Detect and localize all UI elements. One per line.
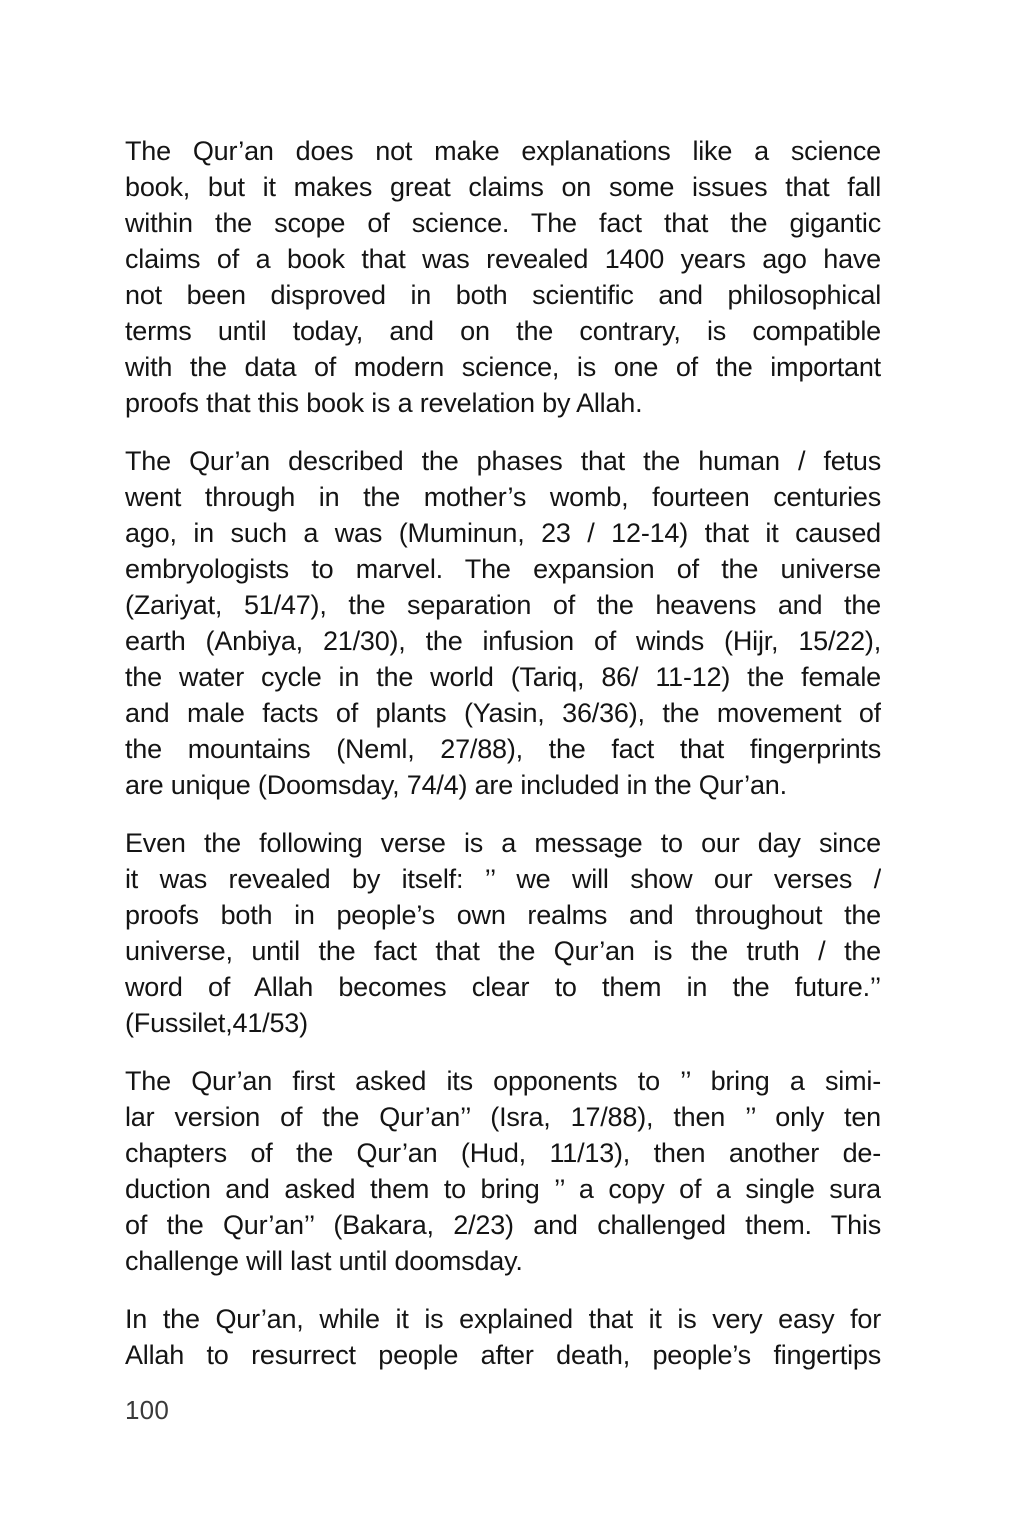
text-line: not been disproved in both scientific and philosophical [125,280,881,310]
page-number: 100 [125,1395,169,1425]
text-line: word of Allah becomes clear to them in the future.’’ [125,972,881,1002]
text-line: and male facts of plants (Yasin, 36/36), the movement of [125,698,881,728]
text-line: within the scope of science. The fact that the gigantic [125,208,881,238]
text-line: of the Qur’an’’ (Bakara, 2/23) and challenged them. This [125,1210,881,1240]
text-line: In the Qur’an, while it is explained that it is very easy for [125,1304,881,1334]
paragraph [125,1301,881,1373]
text-line: proofs both in people’s own realms and throughout the [125,900,881,930]
text-line: the mountains (Neml, 27/88), the fact that fingerprints [125,734,881,764]
paragraph [125,443,881,803]
text-line: (Zariyat, 51/47), the separation of the heavens and the [125,590,881,620]
text-line: with the data of modern science, is one of the important [125,352,881,382]
text-line: embryologists to marvel. The expansion of the universe [125,554,881,584]
text-line: (Fussilet,41/53) [125,1008,308,1038]
text-line: are unique (Doomsday, 74/4) are included in the Qur’an. [125,770,787,800]
text-line: The Qur’an first asked its opponents to ’’ bring a simi- [125,1066,881,1096]
text-line: the water cycle in the world (Tariq, 86/ 11-12) the female [125,662,881,692]
text-line: Even the following verse is a message to our day since [125,828,881,858]
text-line: duction and asked them to bring ’’ a copy of a single sura [125,1174,881,1204]
text-line: book, but it makes great claims on some issues that fall [125,172,881,202]
paragraph [125,1063,881,1279]
text-line: went through in the mother’s womb, fourteen centuries [125,482,881,512]
text-line: proofs that this book is a revelation by Allah. [125,388,643,418]
text-line: Allah to resurrect people after death, people’s fingertips [125,1340,881,1370]
text-line: The Qur’an described the phases that the human / fetus [125,446,881,476]
text-line: earth (Anbiya, 21/30), the infusion of winds (Hijr, 15/22), [125,626,881,656]
text-line: it was revealed by itself: ’’ we will show our verses / [125,864,881,894]
text-line: chapters of the Qur’an (Hud, 11/13), then another de- [125,1138,881,1168]
text-line: lar version of the Qur’an’’ (Isra, 17/88), then ’’ only ten [125,1102,881,1132]
text-line: universe, until the fact that the Qur’an is the truth / the [125,936,881,966]
paragraph [125,133,881,421]
text-line: terms until today, and on the contrary, is compatible [125,316,881,346]
paragraph [125,825,881,1041]
text-line: ago, in such a was (Muminun, 23 / 12-14) that it caused [125,518,881,548]
text-line: challenge will last until doomsday. [125,1246,523,1276]
text-line: The Qur’an does not make explanations like a science [125,136,881,166]
text-line: claims of a book that was revealed 1400 years ago have [125,244,881,274]
text-block [125,133,881,1373]
